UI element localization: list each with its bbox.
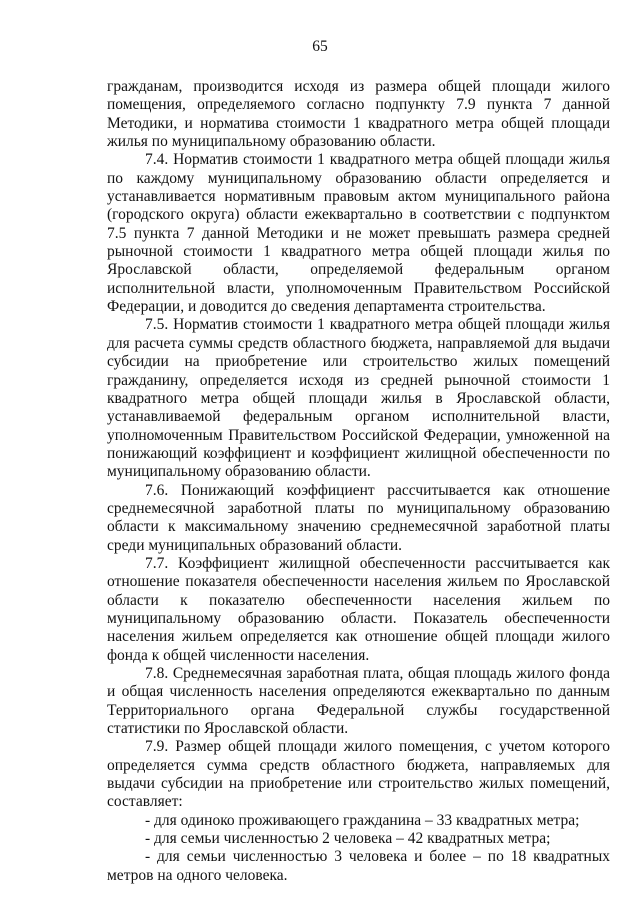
paragraph-7-7: 7.7. Коэффициент жилищной обеспеченности рассчитывается как отношение показателя обеспеченности населения жильем по Ярославской области к показателю обеспеченности населения жильем по муниципальному образованию области. Показатель обеспеченности населения жильем определяется как отношение общей площади жилого фонда к общей численности населения. xyxy=(107,554,610,664)
list-item-family-2: - для семьи численностью 2 человека – 42 квадратных метра; xyxy=(145,830,551,848)
list-item-single: - для одиноко проживающего гражданина – 33 квадратных метра; xyxy=(145,811,580,829)
paragraph-7-9: 7.9. Размер общей площади жилого помещения, с учетом которого определяется сумма средств областного бюджета, направляемых для выдачи субсидии на приобретение или строительство жилых помещений, составляет: xyxy=(107,738,610,811)
page-number: 65 xyxy=(312,38,328,55)
paragraph-7-5: 7.5. Норматив стоимости 1 квадратного метра общей площади жилья для расчета суммы средств областного бюджета, направляемой для выдачи субсидии на приобретение или строительство жилых помещений гражданину, определяется исходя из средней рыночной стоимости 1 квадратного метра общей площади жилья в Ярославской области, устанавливаемой федеральным органом исполнительной власти, уполномоченным Правительством Российской Федерации, умноженной на понижающий коэффициент и коэффициент жилищной обеспеченности по муниципальному образованию области. xyxy=(107,316,610,481)
paragraph-7-4: 7.4. Норматив стоимости 1 квадратного метра общей площади жилья по каждому муниципальному образованию области определяется и устанавливается нормативным правовым актом муниципального района (городского округа) области ежеквартально в соответствии с подпунктом 7.5 пункта 7 данной Методики и не может превышать размера средней рыночной стоимости 1 квадратного метра общей площади жилья по Ярославской области, определяемой федеральным органом исполнительной власти, уполномоченным Правительством Российской Федерации, и доводится до сведения департамента строительства. xyxy=(107,151,610,316)
paragraph-7-8: 7.8. Среднемесячная заработная плата, общая площадь жилого фонда и общая численность населения определяются ежеквартально по данным Территориального органа Федеральной службы государственной статистики по Ярославской области. xyxy=(107,665,610,738)
list-item-family-3-plus: - для семьи численностью 3 человека и более – по 18 квадратных метров на одного человека. xyxy=(107,848,610,884)
paragraph-7-6: 7.6. Понижающий коэффициент рассчитывается как отношение среднемесячной заработной платы по муниципальному образованию области к максимальному значению среднемесячной заработной платы среди муниципальных образований области. xyxy=(107,481,610,554)
document-body xyxy=(107,78,610,885)
paragraph-continuation: гражданам, производится исходя из размера общей площади жилого помещения, определяемого согласно подпункту 7.9 пункта 7 данной Методики, и норматива стоимости 1 квадратного метра общей площади жилья по муниципальному образованию области. xyxy=(107,78,610,151)
